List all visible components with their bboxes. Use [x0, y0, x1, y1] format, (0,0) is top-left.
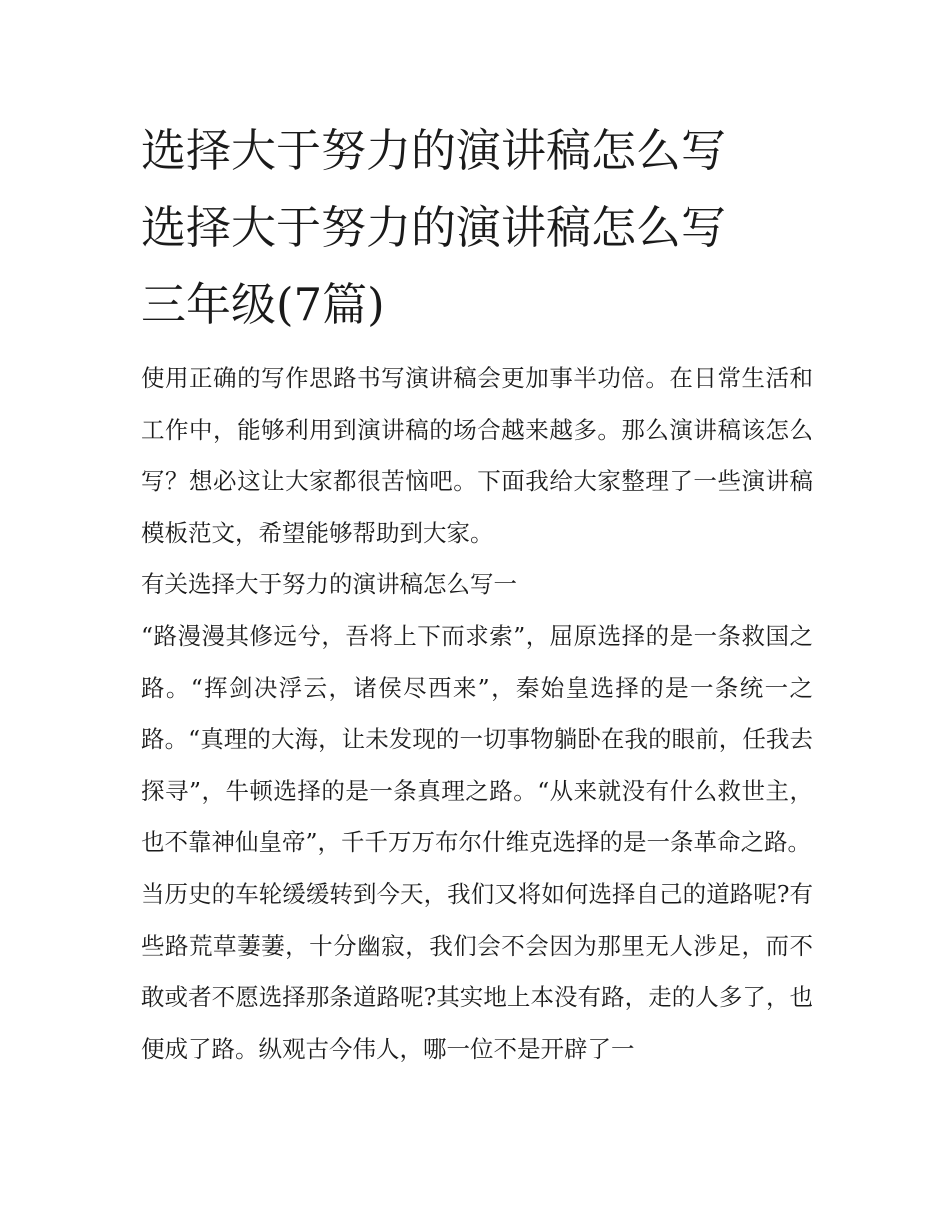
document-body	[141, 353, 813, 1075]
title-line: 选择大于努力的演讲稿怎么写	[141, 124, 727, 177]
document-title	[141, 112, 813, 343]
document-content	[141, 112, 813, 1075]
intro-paragraph: 使用正确的写作思路书写演讲稿会更加事半功倍。在日常生活和工作中，能够利用到演讲稿的场合越来越多。那么演讲稿该怎么写？想必这让大家都很苦恼吧。下面我给大家整理了一些演讲稿模板范文，希望能够帮助到大家。	[141, 364, 813, 547]
section-heading: 有关选择大于努力的演讲稿怎么写一	[141, 570, 517, 599]
body-paragraph: 当历史的车轮缓缓转到今天，我们又将如何选择自己的道路呢?有些路荒草萋萋，十分幽寂，我们会不会因为那里无人涉足，而不敢或者不愿选择那条道路呢?其实地上本没有路，走的人多了，也便成了路。纵观古今伟人，哪一位不是开辟了一	[141, 879, 813, 1063]
body-paragraph: “路漫漫其修远兮，吾将上下而求索”，屈原选择的是一条救国之路。“挥剑决浮云，诸侯尽西来”，秦始皇选择的是一条统一之路。“真理的大海，让未发现的一切事物躺卧在我的眼前，任我去探寻”，牛顿选择的是一条真理之路。“从来就没有什么救世主，也不靠神仙皇帝”，千千万万布尔什维克选择的是一条革命之路。	[141, 621, 813, 857]
title-line: 选择大于努力的演讲稿怎么写	[141, 201, 727, 254]
title-line: 三年级(7篇)	[141, 278, 385, 331]
